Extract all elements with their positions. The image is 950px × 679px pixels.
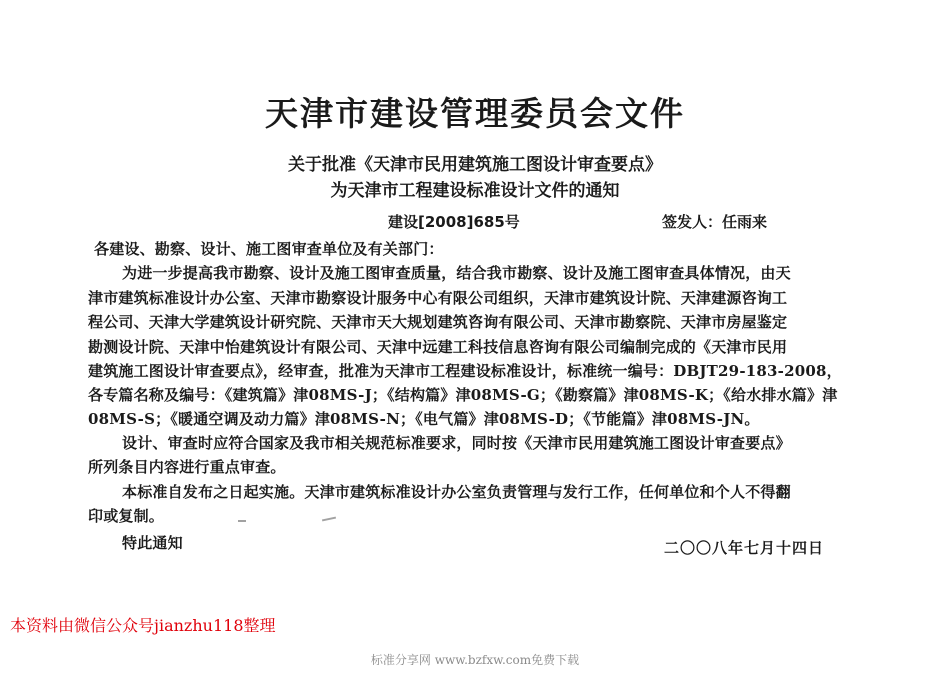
watermark: 标准分享网 www.bzfxw.com免费下载 — [370, 653, 580, 667]
body-line: 本标准自发布之日起实施。天津市建筑标准设计办公室负责管理与发行工作，任何单位和个人不得翻 — [122, 483, 791, 501]
document-number: 建设[2008]685号 — [388, 213, 520, 231]
scan-mark — [322, 517, 336, 522]
body-line: 设计、审查时应符合国家及我市相关规范标准要求，同时按《天津市民用建筑施工图设计审查要点》 — [122, 434, 791, 452]
body-line: 程公司、天津大学建筑设计研究院、天津市天大规划建筑咨询有限公司、天津市勘察院、天津市房屋鉴定 — [88, 313, 788, 331]
body-line: 津市建筑标准设计办公室、天津市勘察设计服务中心有限公司组织，天津市建筑设计院、天津建源咨询工 — [88, 289, 788, 307]
body-line: 各专篇名称及编号：《建筑篇》津08MS-J；《结构篇》津08MS-G；《勘察篇》津08MS-K；《给水排水篇》津 — [88, 386, 838, 404]
document-date: 二〇〇八年七月十四日 — [664, 539, 825, 557]
body-line: 为进一步提高我市勘察、设计及施工图审查质量，结合我市勘察、设计及施工图审查具体情况，由天 — [122, 264, 791, 282]
body-line: 建筑施工图设计审查要点》，经审查，批准为天津市工程建设标准设计，标准统一编号：DBJT29-183-2008， — [88, 362, 842, 380]
body-line: 特此通知 — [122, 534, 183, 552]
body-line: 各建设、勘察、设计、施工图审查单位及有关部门： — [94, 240, 444, 258]
body-line: 印或复制。 — [88, 507, 165, 525]
body-line: 勘测设计院、天津中怡建筑设计有限公司、天津中远建工科技信息咨询有限公司编制完成的《天津市民用 — [88, 338, 788, 356]
document-title: 天津市建设管理委员会文件 — [265, 94, 685, 133]
body-line: 所列条目内容进行重点审查。 — [88, 458, 286, 476]
subtitle-line-2: 为天津市工程建设标准设计文件的通知 — [330, 181, 620, 201]
scan-mark — [238, 520, 246, 522]
subtitle-line-1: 关于批准《天津市民用建筑施工图设计审查要点》 — [288, 155, 662, 175]
footer-note: 本资料由微信公众号jianzhu118整理 — [10, 616, 276, 635]
body-line: 08MS-S；《暖通空调及动力篇》津08MS-N；《电气篇》津08MS-D；《节能篇》津08MS-JN。 — [88, 410, 760, 428]
signer: 签发人：任雨来 — [662, 213, 768, 231]
